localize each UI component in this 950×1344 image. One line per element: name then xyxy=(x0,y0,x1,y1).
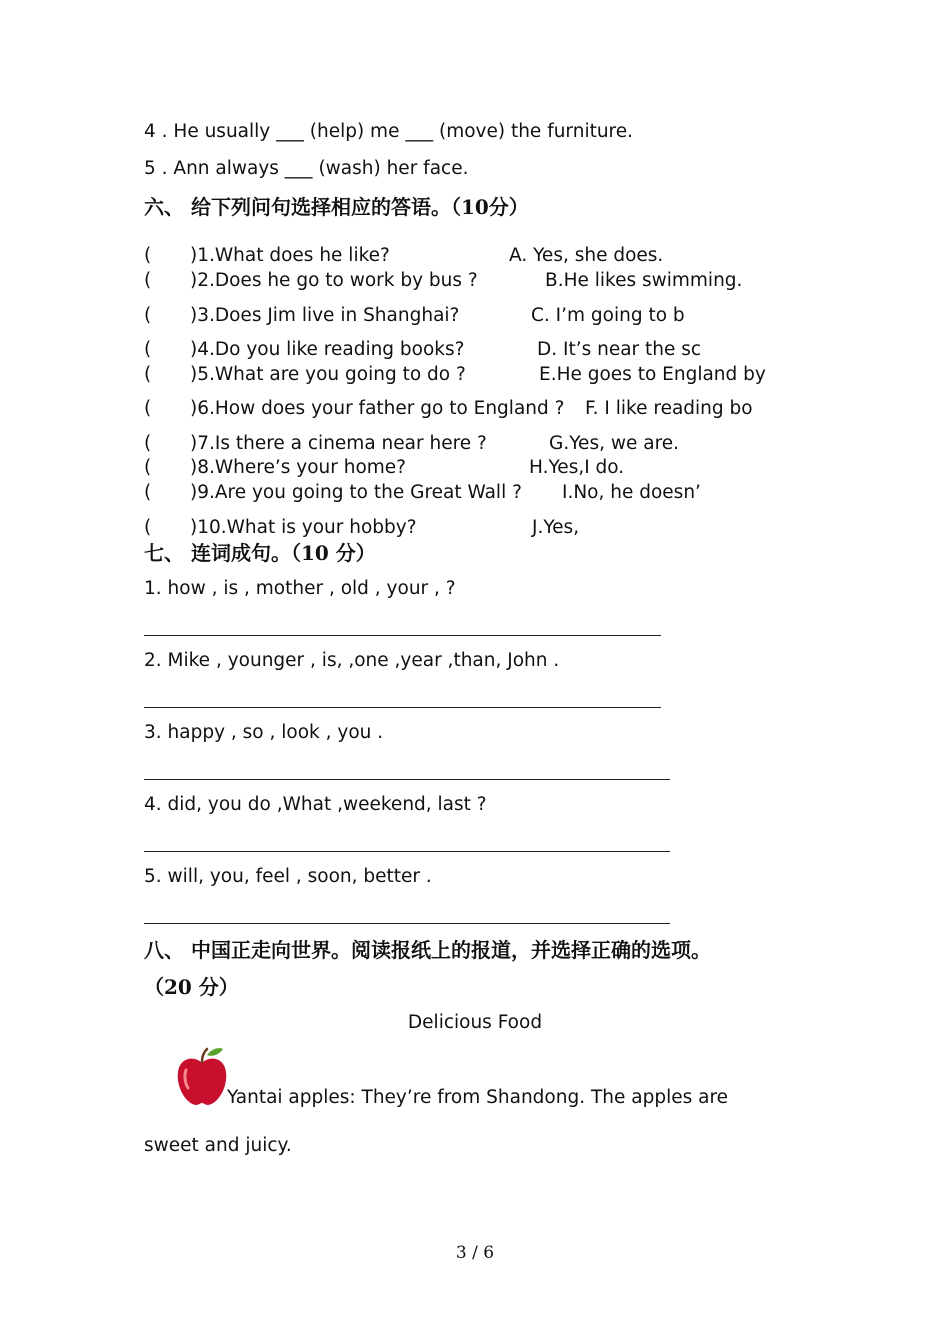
section-7-title: 七、 连词成句。（10 分） xyxy=(144,541,376,565)
apple-description-cont: sweet and juicy. xyxy=(144,1135,292,1156)
answer-option: G.Yes, we are. xyxy=(549,433,680,454)
apple-description: Yantai apples: They’re from Shandong. The apples are xyxy=(227,1087,729,1108)
sentence-prompt-5: 5. will, you, feel , soon, better . xyxy=(144,866,432,887)
question-text: )3.Does Jim live in Shanghai? xyxy=(190,305,460,326)
question-text: )1.What does he like? xyxy=(190,245,390,266)
answer-line-2[interactable] xyxy=(144,707,661,708)
fill-in-item-4: 4 . He usually ___ (help) me ___ (move) the furniture. xyxy=(144,121,634,142)
answer-blank[interactable]: ( xyxy=(144,305,152,326)
page-number: 3 / 6 xyxy=(455,1243,495,1263)
sentence-prompt-1: 1. how , is , mother , old , your , ? xyxy=(144,578,456,599)
question-text: )10.What is your hobby? xyxy=(190,517,417,538)
answer-blank[interactable]: ( xyxy=(144,457,152,478)
sentence-prompt-2: 2. Mike , younger , is, ,one ,year ,than, John . xyxy=(144,650,560,671)
section-8-score: （20 分） xyxy=(144,975,239,999)
answer-option: D. It’s near the sc xyxy=(537,339,702,360)
answer-option: I.No, he doesn’ xyxy=(562,482,701,503)
answer-blank[interactable]: ( xyxy=(144,245,152,266)
answer-blank[interactable]: ( xyxy=(144,517,152,538)
question-text: )5.What are you going to do ? xyxy=(190,364,466,385)
answer-option: J.Yes, xyxy=(532,517,580,538)
answer-option: E.He goes to England by xyxy=(539,364,766,385)
answer-line-4[interactable] xyxy=(144,851,670,852)
answer-option: H.Yes,I do. xyxy=(529,457,625,478)
answer-blank[interactable]: ( xyxy=(144,364,152,385)
question-text: )8.Where’s your home? xyxy=(190,457,406,478)
answer-line-3[interactable] xyxy=(144,779,670,780)
answer-blank[interactable]: ( xyxy=(144,482,152,503)
answer-blank[interactable]: ( xyxy=(144,398,152,419)
answer-line-5[interactable] xyxy=(144,923,670,924)
section-6-title: 六、 给下列问句选择相应的答语。（10分） xyxy=(144,195,529,219)
fill-in-item-5: 5 . Ann always ___ (wash) her face. xyxy=(144,158,469,179)
answer-blank[interactable]: ( xyxy=(144,270,152,291)
apple-icon xyxy=(174,1046,230,1108)
answer-line-1[interactable] xyxy=(144,635,661,636)
answer-blank[interactable]: ( xyxy=(144,433,152,454)
answer-option: F. I like reading bo xyxy=(585,398,753,419)
question-text: )4.Do you like reading books? xyxy=(190,339,465,360)
sentence-prompt-3: 3. happy , so , look , you . xyxy=(144,722,384,743)
question-text: )6.How does your father go to England ? xyxy=(190,398,565,419)
article-title: Delicious Food xyxy=(407,1012,543,1033)
question-text: )9.Are you going to the Great Wall ? xyxy=(190,482,522,503)
answer-option: C. I’m going to b xyxy=(531,305,685,326)
question-text: )7.Is there a cinema near here ? xyxy=(190,433,487,454)
question-text: )2.Does he go to work by bus ? xyxy=(190,270,478,291)
answer-option: B.He likes swimming. xyxy=(545,270,743,291)
answer-blank[interactable]: ( xyxy=(144,339,152,360)
sentence-prompt-4: 4. did, you do ,What ,weekend, last ? xyxy=(144,794,487,815)
section-8-title: 八、 中国正走向世界。阅读报纸上的报道，并选择正确的选项。 xyxy=(144,938,711,962)
answer-option: A. Yes, she does. xyxy=(509,245,664,266)
